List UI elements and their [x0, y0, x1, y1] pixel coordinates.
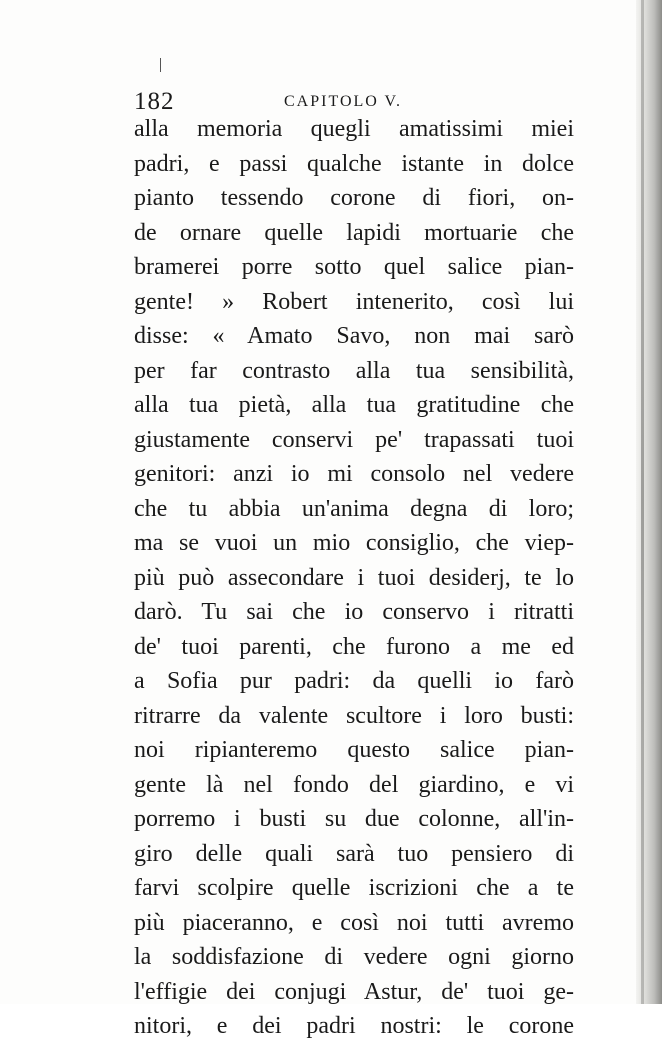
text-line: noi ripianteremo questo salice pian- [134, 737, 574, 763]
text-line: alla memoria quegli amatissimi miei [134, 116, 574, 142]
text-line: disse: « Amato Savo, non mai sarò [134, 323, 574, 349]
text-line: che tu abbia un'anima degna di loro; [134, 495, 574, 522]
text-line: gente là nel fondo del giardino, e vi [134, 771, 574, 798]
text-line: pianto tessendo corone di fiori, on- [134, 185, 574, 211]
chapter-title: CAPITOLO V. [284, 93, 403, 110]
text-line: alla tua pietà, alla tua gratitudine che [134, 392, 574, 418]
text-line: gente! » Robert intenerito, così lui [134, 288, 574, 315]
text-line: genitori: anzi io mi consolo nel vedere [134, 461, 574, 487]
text-line: de ornare quelle lapidi mortuarie che [134, 219, 574, 246]
page-number: 182 [134, 88, 175, 115]
text-line: porremo i busti su due colonne, all'in- [134, 806, 574, 832]
margin-mark [160, 58, 161, 72]
text-line: giro delle quali sarà tuo pensiero di [134, 840, 574, 867]
text-line: darò. Tu sai che io conservo i ritratti [134, 599, 574, 625]
text-line: nitori, e dei padri nostri: le corone [134, 1013, 574, 1039]
text-line: bramerei porre sotto quel salice pian- [134, 254, 574, 280]
page-gutter-line [641, 0, 644, 1004]
text-line: l'effigie dei conjugi Astur, de' tuoi ge- [134, 978, 574, 1005]
text-line: giustamente conservi pe' trapassati tuoi [134, 426, 574, 453]
text-line: la soddisfazione di vedere ogni giorno [134, 944, 574, 970]
text-line: de' tuoi parenti, che furono a me ed [134, 633, 574, 660]
text-line: per far contrasto alla tua sensibilità, [134, 357, 574, 384]
text-line: ma se vuoi un mio consiglio, che viep- [134, 530, 574, 556]
text-line: a Sofia pur padri: da quelli io farò [134, 668, 574, 694]
body-text [134, 112, 574, 1044]
page-gutter-edge [636, 0, 662, 1004]
text-line: più può assecondare i tuoi desiderj, te lo [134, 564, 574, 591]
text-line: padri, e passi qualche istante in dolce [134, 150, 574, 177]
text-line: più piaceranno, e così noi tutti avremo [134, 909, 574, 936]
text-line: ritrarre da valente scultore i loro busti: [134, 702, 574, 729]
text-line: farvi scolpire quelle iscrizioni che a te [134, 875, 574, 901]
